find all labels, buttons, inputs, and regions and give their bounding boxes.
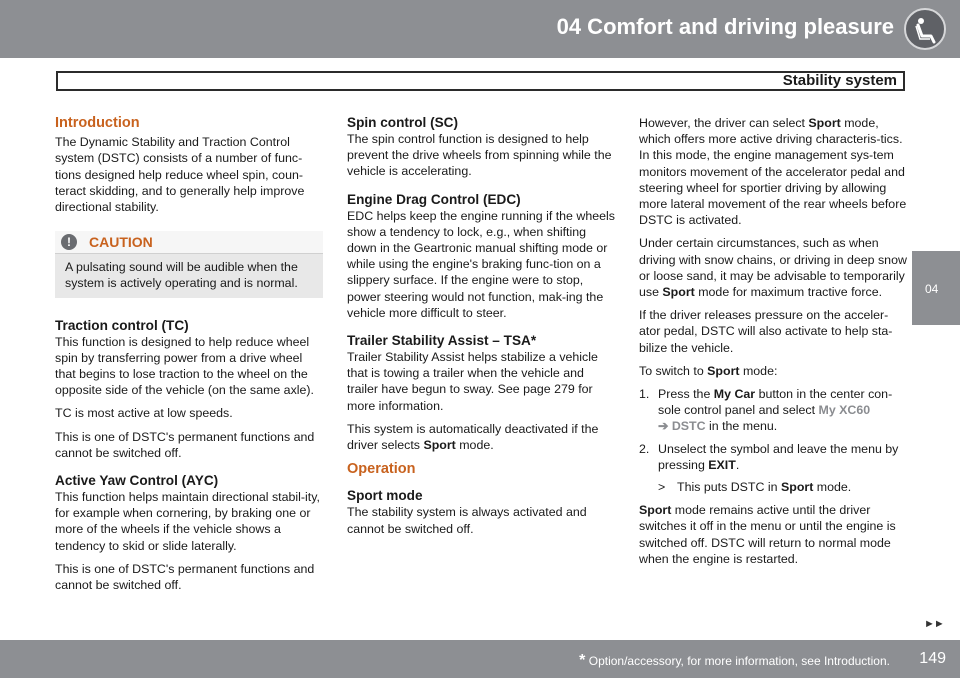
page-footer (0, 640, 960, 678)
column-2 (347, 115, 615, 544)
intro-paragraph: The Dynamic Stability and Traction Control system (DSTC) consists of a number of func-tions designed help reduce wheel spin, coun-teract skidding, and to generally help improve directional stability. (55, 135, 305, 215)
column-3 (639, 115, 909, 574)
seat-icon (904, 8, 946, 50)
step-item: 2. Unselect the symbol and leave the menu by pressing EXIT. (639, 441, 899, 472)
spin-control-paragraph: The spin control function is designed to help prevent the drive wheels from spinning while the vehicle is accelerating. (347, 132, 612, 179)
operation-heading: Operation (347, 461, 416, 478)
trailer-stability-assist-note: This system is automatically deactivated if the driver selects Sport mode. (347, 421, 599, 453)
introduction-heading: Introduction (55, 115, 140, 131)
trailer-stability-assist-paragraph: Trailer Stability Assist helps stabilize a vehicle that is towing a trailer when the vehicle and trailer have begun to sway. See page 279 for more information. (347, 350, 598, 413)
sport-mode-description: However, the driver can select Sport mode, which offers more active driving characteris-tics. In this mode, the engine management sys-tem monitors movement of the accelerator pedal and steering wheel for sportier driving by allowing more lateral movement of the rear wheels before DSTC is activated. (639, 116, 907, 228)
active-yaw-control-permanent: This is one of DSTC's permanent functions and cannot be switched off. (55, 561, 315, 593)
caution-header (55, 231, 323, 254)
section-title: Stability system (782, 72, 897, 89)
trailer-stability-assist-heading: Trailer Stability Assist – TSA* (347, 333, 537, 349)
sport-mode-active-note: Sport mode remains active until the driver switches it off in the menu or until the engine is switched off. DSTC will return to normal mode when the engine is restarted. (639, 503, 896, 566)
traction-control-permanent: This is one of DSTC's permanent functions and cannot be switched off. (55, 429, 315, 460)
switch-to-sport-intro: To switch to Sport mode: (639, 363, 778, 378)
page-number: 149 (919, 650, 946, 667)
active-yaw-control-heading: Active Yaw Control (AYC) (55, 473, 219, 489)
engine-drag-control-paragraph: EDC helps keep the engine running if the wheels show a tendency to lock, e.g., when shifting down in the Geartronic manual shifting mode or while using the engine's braking func-tion on a slippery surface. If the engine were to stop, power steering would not function, mak-ing the vehicle more difficult to steer. (347, 208, 615, 320)
traction-control-paragraph: This function is designed to help reduce wheel spin by transferring power from a drive wheel that begins to lose traction to the wheel on the opposite side of the vehicle (on the same axle). (55, 334, 314, 398)
steps-list (639, 386, 909, 495)
menu-path-my-xc60: My XC60 (818, 403, 871, 418)
caution-label: CAUTION (89, 234, 153, 251)
traction-control-heading: Traction control (TC) (55, 317, 189, 333)
sport-mode-heading: Sport mode (347, 488, 423, 504)
sport-mode-conditions: Under certain circumstances, such as when driving with snow chains, or driving in deep snow or loose sand, it may be advisable to temporarily use Sport mode for maximum tractive force. (639, 236, 907, 300)
footnote: * Option/accessory, for more information, see Introduction. (579, 652, 890, 669)
section-bar (56, 71, 905, 91)
step-result: > This puts DSTC in Sport mode. (658, 480, 852, 495)
continue-arrows-icon: ►► (924, 618, 944, 630)
chapter-title: 04 Comfort and driving pleasure (556, 14, 894, 39)
menu-path-dstc: ➔ DSTC (658, 419, 706, 434)
accelerator-note: If the driver releases pressure on the acceler-ator pedal, DSTC will also activate to help sta-bilize the vehicle. (639, 308, 893, 355)
spin-control-heading: Spin control (SC) (347, 115, 459, 130)
sport-mode-paragraph: The stability system is always activated and cannot be switched off. (347, 505, 587, 536)
traction-control-note: TC is most active at low speeds. (55, 406, 233, 421)
engine-drag-control-heading: Engine Drag Control (EDC) (347, 191, 521, 207)
step-item: 1. Press the My Car button in the center con-sole control panel and select My XC60 ➔ DSTC in the menu. (639, 387, 893, 434)
chapter-header (0, 0, 960, 58)
chapter-tab[interactable] (912, 251, 960, 325)
caution-box (55, 231, 323, 297)
exclamation-icon: ! (61, 234, 77, 250)
chapter-tab-label: 04 (925, 282, 939, 296)
caution-text: A pulsating sound will be audible when the system is actively operating and is normal. (65, 260, 298, 291)
active-yaw-control-paragraph: This function helps maintain directional stabil-ity, for example when cornering, by braking one or more of the wheels if the vehicle shows a tendency to skid or slide laterally. (55, 490, 320, 553)
column-1 (55, 115, 323, 600)
